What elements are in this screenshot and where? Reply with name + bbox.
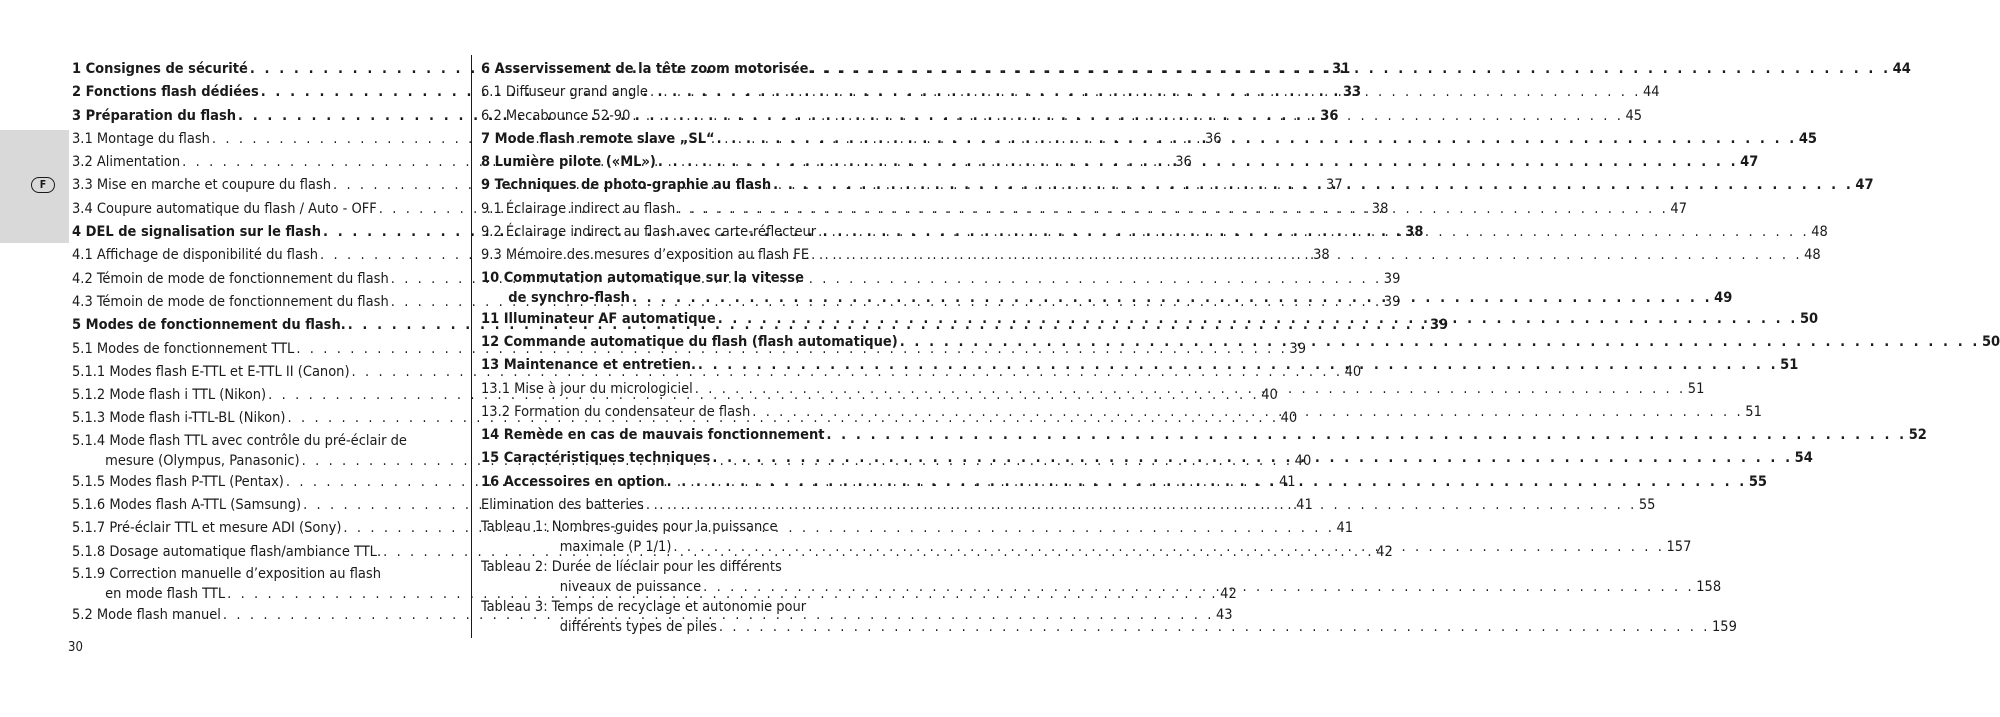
toc-page-number: 39 [1289,340,1306,357]
dot-leader [696,354,1780,377]
toc-page-number: 42 [1220,585,1237,602]
toc-entry-title: 16 Accessoires en option [481,473,665,490]
toc-page-number: 38 [1405,224,1424,241]
toc-page-number: 54 [1794,450,1813,467]
toc-entry-title: 5.1.6 Modes flash A-TTL (Samsung) [72,497,302,514]
toc-entry-title: 5 Modes de fonctionnement du flash. [72,317,346,334]
toc-entry-title: 13.2 Formation du condensateur de flash [481,403,751,420]
dot-leader [715,128,1799,151]
toc-page-number: 42 [1376,543,1393,560]
toc-entry-title: 5.1.1 Modes flash E-TTL et E-TTL II (Canon) [72,363,350,380]
toc-page-number: 38 [1371,200,1389,217]
toc-page-number: 39 [1429,317,1449,334]
toc-page-number: 48 [1804,247,1821,264]
toc-page-number: 36 [1175,154,1192,171]
toc-entry-title: 5.1 Modes de fonctionnement TTL [72,340,295,357]
toc-page-number: 47 [1670,200,1687,217]
toc-page-number: 49 [1714,289,1733,306]
toc-entry-title: 3.4 Coupure automatique du flash / Auto - OFF [72,200,377,217]
toc-page-number: 45 [1798,130,1818,147]
toc-entry-title: Elimination des batteries [481,497,644,514]
toc-entry-title: 9.2 Éclairage indirect au flash avec carte-réflecteur [481,224,817,241]
toc-page-number: 48 [1811,224,1828,241]
toc-entry-title: 11 Illuminateur AF automatique [481,310,716,327]
toc-page-number: 44 [1892,61,1911,77]
toc-entry-title: 4.1 Affichage de disponibilité du flash [72,247,319,264]
toc-entry-title: 8 Lumière pilote («ML») [481,154,656,171]
dot-leader [808,58,1892,81]
toc-entry-title: 6.1 Diffuseur grand angle [481,84,648,101]
dot-leader [630,105,1625,128]
toc-entry-title: 9 Techniques de photo-graphie au flash [481,177,772,194]
toc-page-number: 40 [1280,410,1298,427]
toc-entry-title: 5.1.5 Modes flash P-TTL (Pentax) [72,473,284,490]
dot-leader [771,174,1855,197]
toc-entry-title: 5.1.8 Dosage automatique flash/ambiance TTL. [72,543,382,560]
toc-entry-title: 9.1 Éclairage indirect au flash [481,200,676,217]
toc-entry-title: 1 Consignes de sécurité [72,61,248,77]
language-badge: F [31,177,55,193]
toc-entry-title: Tableau 1: Nombres-guides pour la puissance [481,519,778,536]
dot-leader [656,151,1740,174]
dot-leader [717,617,1712,637]
toc-page-number: 39 [1383,270,1401,287]
toc-page-number: 55 [1748,473,1767,490]
toc-entry-title: 5.1.3 Mode flash i-TTL-BL (Nikon) [72,410,286,427]
toc-entry-title: 10 Commutation automatique sur la vitesse [481,269,804,286]
toc-page-number: 157 [1666,539,1692,556]
toc-page-number: 33 [1342,84,1362,101]
toc-entry-title-continued: de synchro-flash [481,289,630,306]
toc-page-number: 31 [1332,61,1351,77]
toc-page-number: 40 [1294,452,1312,469]
toc-page-number: 40 [1344,363,1362,380]
toc-entry-title: 5.1.2 Mode flash i TTL (Nikon) [72,387,267,404]
dot-leader [648,81,1643,104]
toc-page-number: 44 [1643,84,1660,101]
toc-page-number: 39 [1383,293,1401,310]
toc-entry-title: 4.3 Témoin de mode de fonctionnement du flash [72,293,389,310]
toc-page-number: 51 [1745,403,1762,420]
toc-page-number: 40 [1261,387,1278,404]
dot-leader [644,494,1639,517]
toc-entry-title: Tableau 2: Durée de líéclair pour les différents [481,559,782,576]
toc-entry-title: 3.2 Alimentation [72,154,181,171]
toc-entry-title: 13 Maintenance et entretien. [481,357,696,374]
toc-entry-title-continued: mesure (Olympus, Panasonic) [72,452,300,469]
toc-page-number: 36 [1320,107,1339,124]
toc-page-number: 43 [1215,606,1233,623]
toc-page-number: 50 [1981,333,2000,350]
toc-entry-title: 12 Commande automatique du flash (flash automatique) [481,333,898,350]
toc-entry-title: 3.1 Montage du flash [72,130,210,147]
toc-entry-title: 15 Caractéristiques techniques [481,450,711,467]
toc-page-number: 52 [1908,427,1927,444]
toc-entry-title: 5.1.7 Pré-éclair TTL et mesure ADI (Sony) [72,520,342,537]
column-divider [471,55,472,638]
toc-page-number: 55 [1638,497,1656,514]
toc-entry-title: 5.1.4 Mode flash TTL avec contrôle du pré-éclair de [72,432,407,449]
toc-entry-title: 14 Remède en cas de mauvais fonctionnement [481,427,825,444]
toc-entry-title-continued: différents types de piles [481,619,717,636]
toc-entry-title: 6 Asservissement de la tête zoom motorisée [481,61,809,77]
dot-leader [824,424,1908,447]
toc-page-number: 51 [1687,380,1705,397]
dot-leader [716,308,1800,331]
toc-entry-title-continued: en mode flash TTL [72,585,226,602]
toc-page-number: 41 [1296,497,1313,514]
dot-leader [701,577,1696,597]
toc-page-number: 47 [1740,154,1759,171]
toc-page-number: 45 [1625,107,1643,124]
toc-page-number: 37 [1326,177,1343,194]
toc-page-number: 158 [1696,579,1722,596]
toc-page-number: 38 [1313,247,1330,264]
dot-leader [710,447,1794,470]
toc-entry-title: 3.3 Mise en marche et coupure du flash [72,177,331,194]
toc-page-number: 50 [1799,310,1819,327]
toc-entry-title: Tableau 3: Temps de recyclage et autonomie pour [481,599,807,616]
toc-page-number: 36 [1204,130,1222,147]
toc-entry-title: 4 DEL de signalisation sur le flash [72,224,322,241]
toc-entry-title-continued: maximale (P 1/1) [481,539,672,556]
toc-entry-title: 5.1.9 Correction manuelle d’exposition au flash [72,565,381,582]
dot-leader [675,198,1670,221]
page-number: 30 [68,640,83,655]
toc-entry-title: 3 Préparation du flash [72,107,237,124]
dot-leader [898,331,1982,354]
toc-entry-title: 7 Mode flash remote slave „SL“ [481,130,715,147]
toc-entry-title: 4.2 Témoin de mode de fonctionnement du flash [72,270,389,287]
toc-entry-title: 9.3 Mémoire des mesures d’exposition au flash FE [481,247,810,264]
dot-leader [665,471,1749,494]
dot-leader [630,288,1714,308]
dot-leader [671,537,1666,557]
toc-page-number: 41 [1278,473,1296,490]
toc-page-number: 41 [1336,520,1354,537]
dot-leader [809,244,1804,267]
toc-entry-title: 13.1 Mise à jour du micrologiciel [481,380,693,397]
toc-page-number: 47 [1855,177,1874,194]
toc-entry-title: 5.2 Mode flash manuel [72,606,221,623]
toc-entry-title-continued: niveaux de puissance [481,579,702,596]
dot-leader [750,401,1745,424]
dot-leader [816,221,1811,244]
toc-entry-title: 2 Fonctions flash dédiées [72,84,259,101]
toc-entry[interactable] [481,424,1927,447]
toc-entry-title: 6.2 Mecabounce 52-90 [481,107,631,124]
dot-leader [693,378,1688,401]
toc-page-number: 51 [1780,357,1799,374]
toc-page-number: 159 [1711,619,1737,636]
